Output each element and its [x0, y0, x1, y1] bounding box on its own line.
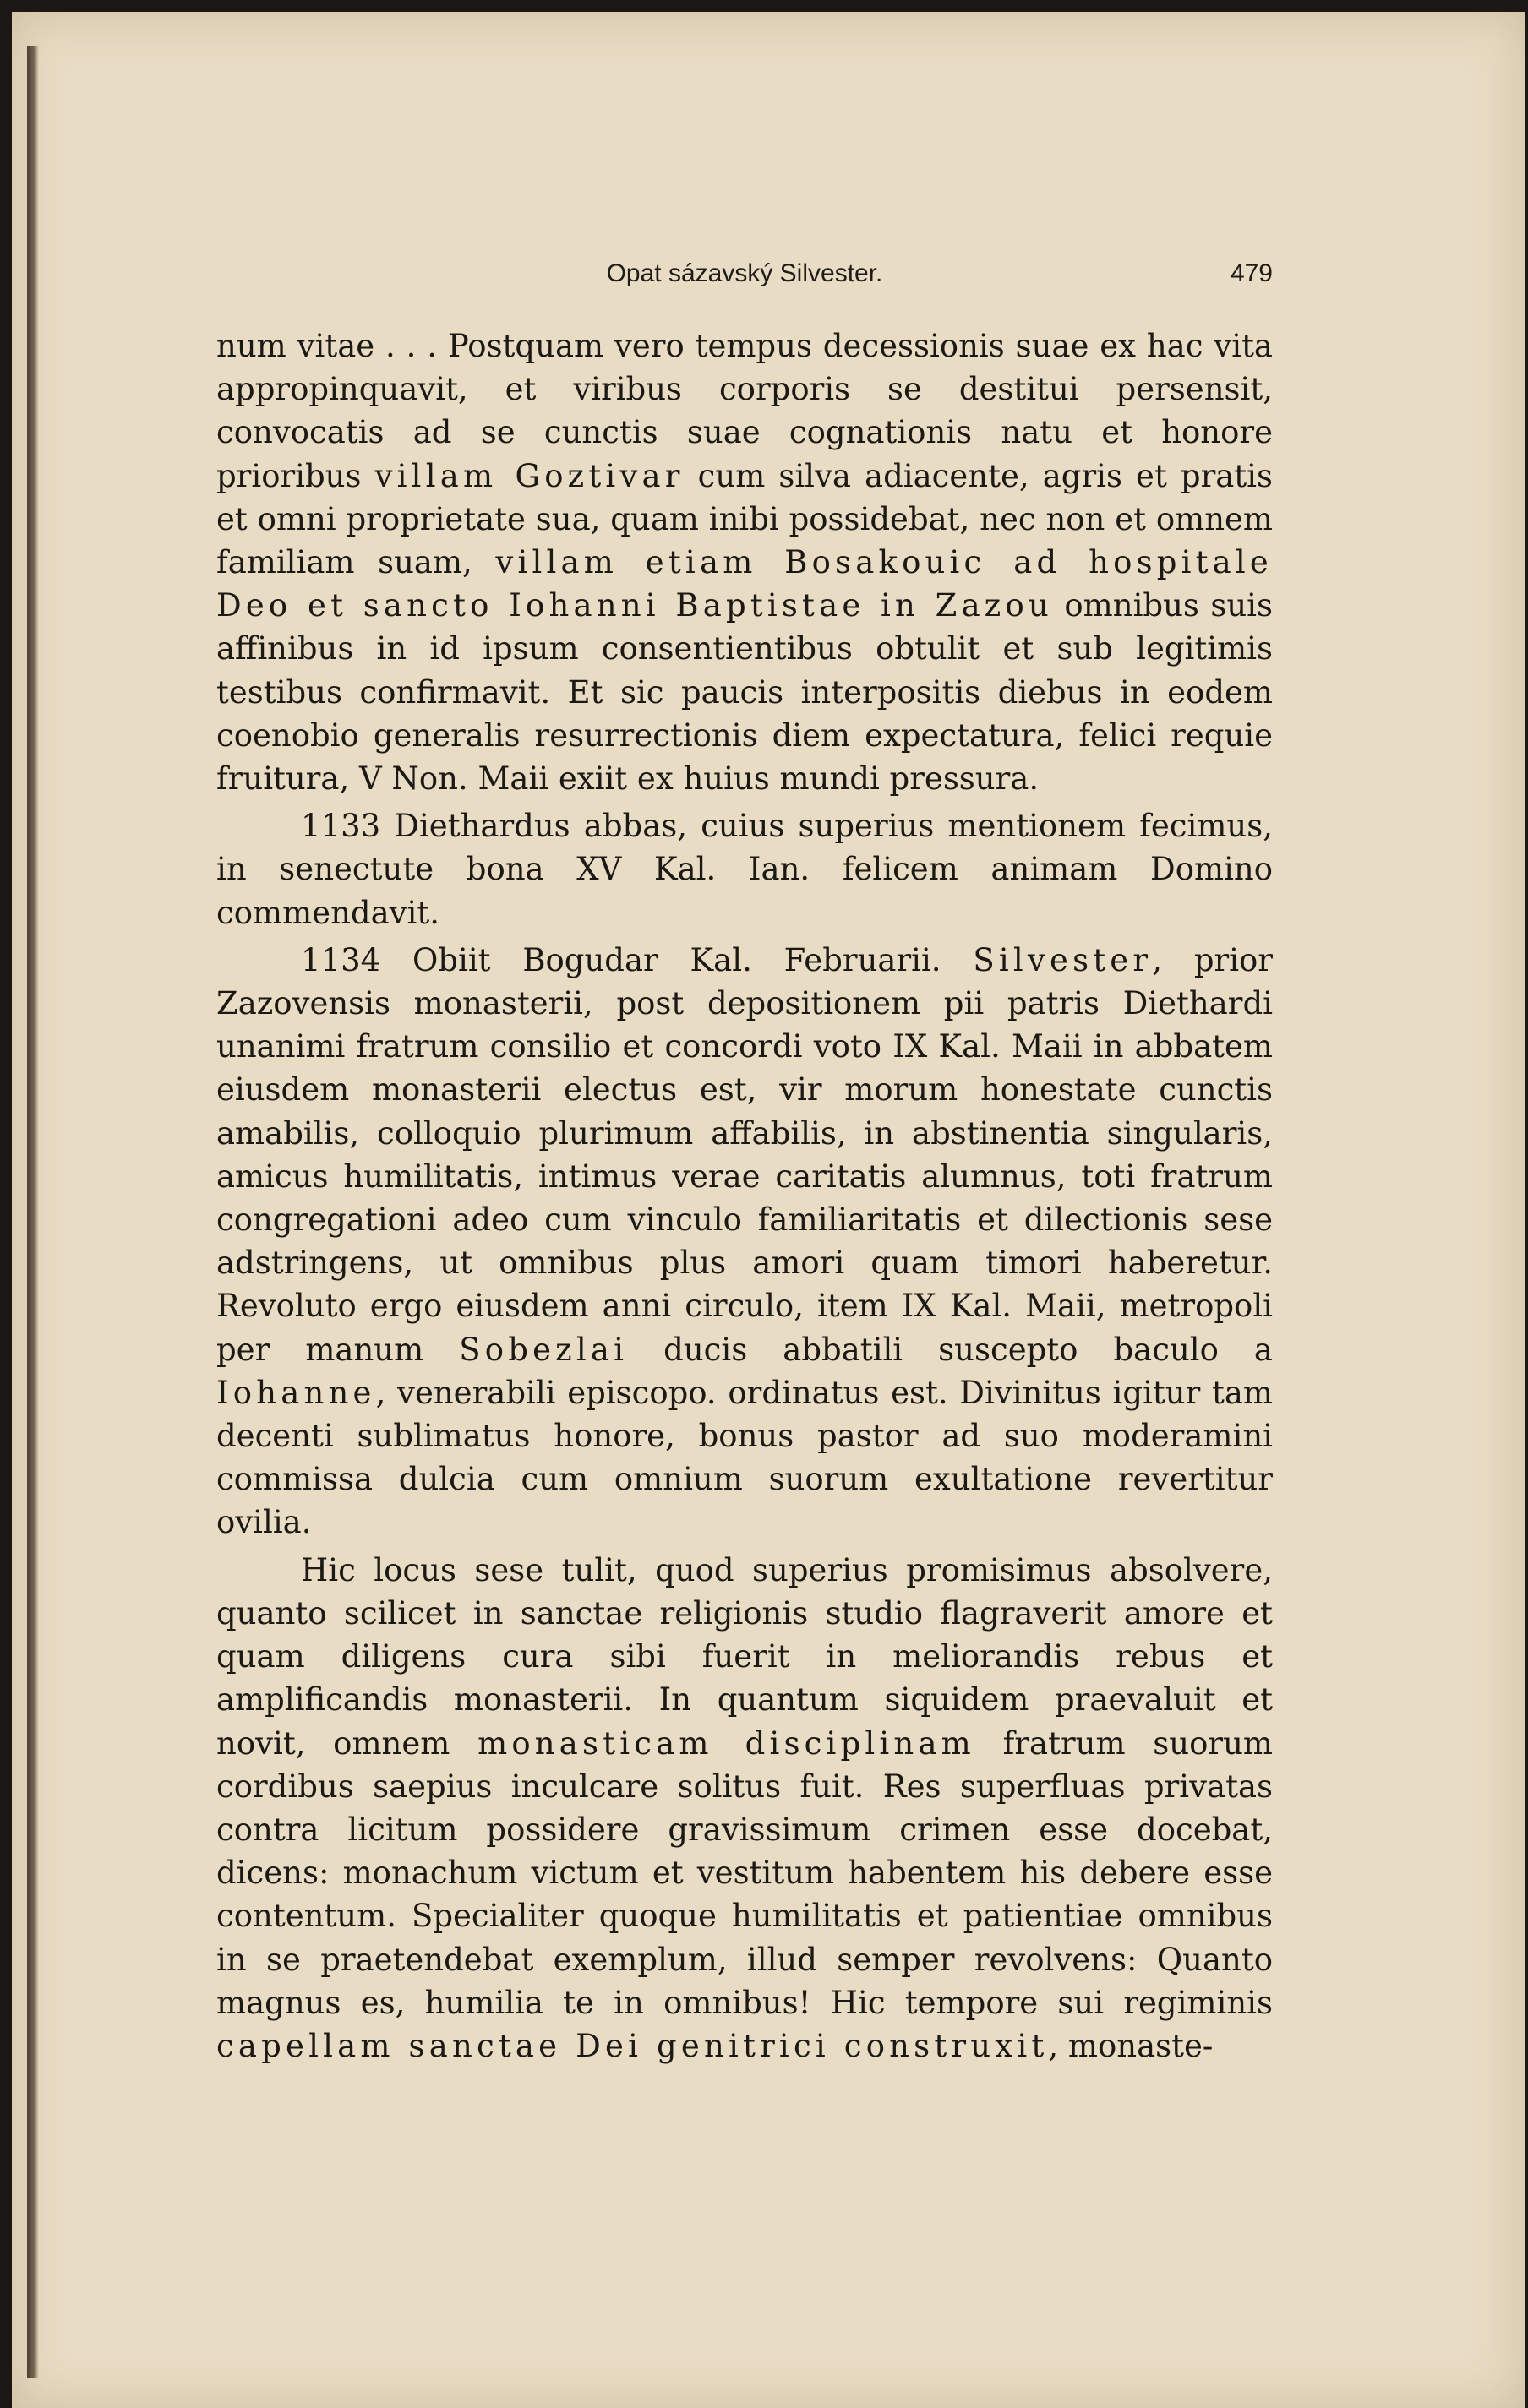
book-page — [12, 12, 1525, 2408]
spaced-text-run: monasticam disciplinam — [478, 1724, 975, 1762]
text-run: , prior Zazovensis monasterii, post depositionem pii patris Diethardi unanimi fratrum consilio et concordi voto IX Kal. Maii in abbatem eiusdem monasterii electus est, vir morum honestate cunctis amabilis, colloquio plurimum affabilis, in abstinentia singularis, amicus humilitatis, intimus verae caritatis alumnus, toti fratrum congregationi adeo cum vinculo familiaritatis et dilectionis sese adstringens, ut omnibus plus amori quam timori haberetur. Revoluto ergo eiusdem anni circulo, item IX Kal. Maii, metropoli per manum — [216, 941, 1273, 1368]
paragraph — [216, 939, 1273, 1544]
paragraph — [216, 324, 1273, 800]
text-run: fratrum suorum cordibus saepius inculcare solitus fuit. Res superfluas privatas contra licitum possidere gravissimum crimen esse docebat, dicens: monachum victum et vestitum habentem his debere esse contentum. Specialiter quoque humilitatis et patientiae omnibus in se praetendebat exemplum, illud semper revolvens: Quanto magnus es, humilia te in omnibus! Hic tempore sui regiminis — [216, 1724, 1273, 2021]
paragraph — [216, 804, 1273, 934]
text-run: 1134 Obiit Bogudar Kal. Februarii. — [301, 941, 974, 978]
spaced-text-run: Silvester — [973, 941, 1153, 978]
text-run: num vitae . . . Postquam vero tempus decessionis suae ex hac vita appropinquavit, et viribus corporis se destitui persensit, convocatis ad se cunctis suae cognationis natu et honore prioribus — [216, 328, 1273, 494]
paragraph — [216, 1549, 1273, 2068]
text-run: ducis abbatili suscepto baculo a — [628, 1331, 1273, 1368]
body-text — [216, 324, 1273, 2068]
page-binding-edge — [27, 46, 39, 2378]
spaced-text-run: Sobezlai — [459, 1331, 629, 1368]
spaced-text-run: capellam sanctae Dei genitrici construxit — [216, 2027, 1049, 2064]
text-run: Hic locus sese tulit, quod superius promisimus absolvere, quanto scilicet in sanctae religionis studio flagraverit amore et quam diligens cura sibi fuerit in meliorandis rebus et amplificandis monasterii. In quantum siquidem praevaluit et novit, omnem — [216, 1551, 1273, 1762]
spaced-text-run: Iohanne — [216, 1374, 376, 1411]
spaced-text-run: villam Goztivar — [374, 457, 685, 494]
running-header — [216, 259, 1273, 297]
text-run: omnibus suis affinibus in id ipsum consentientibus obtulit et sub legitimis testibus confirmavit. Et sic paucis interpositis diebus in eodem coenobio generalis resurrectionis diem expectatura, felici requie fruitura, V Non. Maii exiit ex huius mundi pressura. — [216, 587, 1273, 798]
text-run: , monaste- — [1048, 2027, 1214, 2064]
page-number: 479 — [1230, 259, 1273, 287]
spaced-text-run: villam etiam Bosakouic ad hospitale Deo et sancto Iohanni Baptistae in Zazou — [216, 544, 1273, 624]
text-run: cum silva adiacente, agris et pratis et omni proprietate sua, quam inibi possidebat, nec non et omnem familiam suam, — [216, 457, 1274, 581]
text-run: 1133 Diethardus abbas, cuius superius mentionem fecimus, in senectute bona XV Kal. Ian. felicem animam Domino commendavit. — [216, 808, 1273, 931]
running-title: Opat sázavský Silvester. — [606, 259, 883, 287]
text-run: , venerabili episcopo. ordinatus est. Divinitus igitur tam decenti sublimatus honore, bonus pastor ad suo moderamini commissa dulcia cum omnium suorum exultatione revertitur ovilia. — [216, 1374, 1273, 1541]
